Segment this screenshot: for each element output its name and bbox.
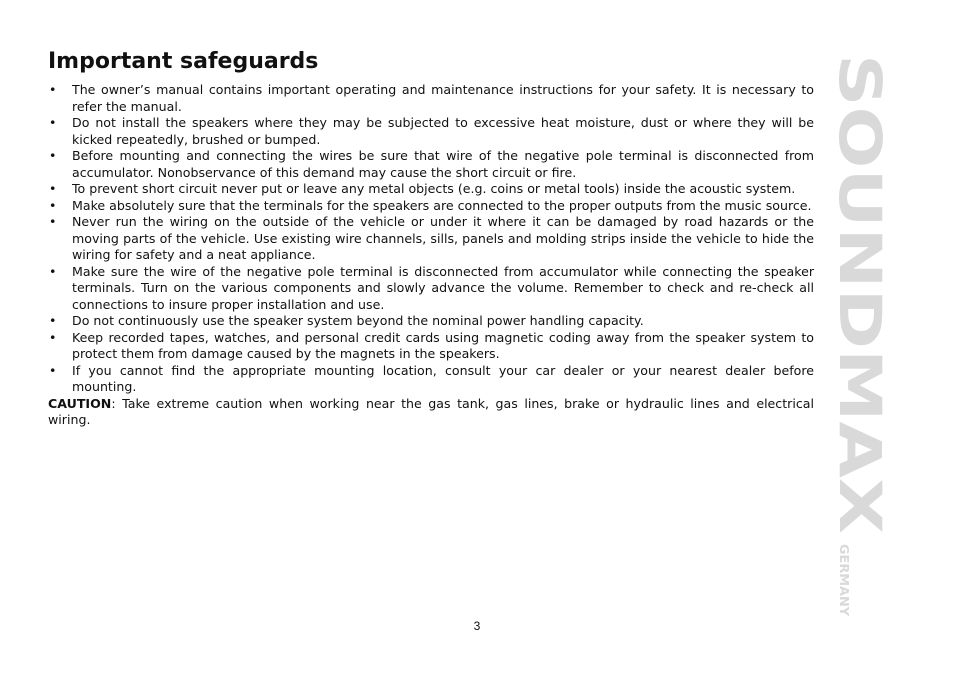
bullet-icon: • <box>49 115 57 130</box>
brand-name: SOUNDMAX <box>826 54 894 437</box>
caution-text: : Take extreme caution when working near the gas tank, gas lines, brake or hydraulic lines and electrical wiring. <box>48 395 814 427</box>
bullet-icon: • <box>49 197 57 213</box>
safeguard-text: The owner’s manual contains important operating and maintenance instructions for your safety. It is necessary to refer the manual. <box>72 82 814 114</box>
safeguard-text: Make absolutely sure that the terminals for the speakers are connected to the proper outputs from the music source. <box>72 197 812 213</box>
safeguard-item <box>48 181 814 198</box>
safeguard-text: To prevent short circuit never put or leave any metal objects (e.g. coins or metal tools) inside the acoustic system. <box>72 181 796 196</box>
safeguard-item <box>48 214 814 264</box>
bullet-icon: • <box>49 362 57 378</box>
safeguard-text: Make sure the wire of the negative pole terminal is disconnected from accumulator while connecting the speaker terminals. Turn on the various components and slowly advance the volume. Remember to check and re-check all connections to insure proper installation and use. <box>72 263 814 312</box>
bullet-icon: • <box>49 82 57 97</box>
brand-watermark <box>826 54 896 624</box>
safeguard-text: If you cannot find the appropriate mounting location, consult your car dealer or your nearest dealer before mounting. <box>72 362 814 394</box>
bullet-icon: • <box>49 263 57 279</box>
safeguard-text: Never run the wiring on the outside of the vehicle or under it where it can be damaged by road hazards or the moving parts of the vehicle. Use existing wire channels, sills, panels and molding strips inside the vehicle to hide the wiring for safety and a neat appliance. <box>72 214 814 262</box>
safeguard-text: Do not continuously use the speaker system beyond the nominal power handling capacity. <box>72 313 644 328</box>
safeguards-list <box>48 82 814 396</box>
safeguard-item <box>48 330 814 363</box>
safeguard-item <box>48 148 814 181</box>
caution-label: CAUTION <box>48 395 112 411</box>
brand-watermark-svg <box>826 54 896 624</box>
bullet-icon: • <box>49 329 57 345</box>
safeguard-item <box>48 363 814 396</box>
caution-paragraph <box>48 396 814 429</box>
safeguard-text: Do not install the speakers where they may be subjected to excessive heat moisture, dust or where they will be kicked repeatedly, brushed or bumped. <box>72 115 814 147</box>
bullet-icon: • <box>49 214 57 229</box>
safeguard-item <box>48 115 814 148</box>
bullet-icon: • <box>49 148 57 163</box>
page-title: Important safeguards <box>48 49 319 74</box>
safeguard-text: Before mounting and connecting the wires be sure that wire of the negative pole terminal is disconnected from accumulator. Nonobservance of this demand may cause the short circuit or fire. <box>72 148 814 180</box>
page-content <box>48 46 814 429</box>
safeguard-item <box>48 264 814 314</box>
bullet-icon: • <box>49 313 57 328</box>
safeguard-text: Keep recorded tapes, watches, and personal credit cards using magnetic coding away from the speaker system to protect them from damage caused by the magnets in the speakers. <box>72 329 814 361</box>
safeguard-item <box>48 313 814 330</box>
safeguard-item <box>48 82 814 115</box>
brand-sub: GERMANY <box>837 544 851 612</box>
page-number: 3 <box>473 619 481 633</box>
bullet-icon: • <box>49 181 57 196</box>
safeguard-item <box>48 198 814 215</box>
